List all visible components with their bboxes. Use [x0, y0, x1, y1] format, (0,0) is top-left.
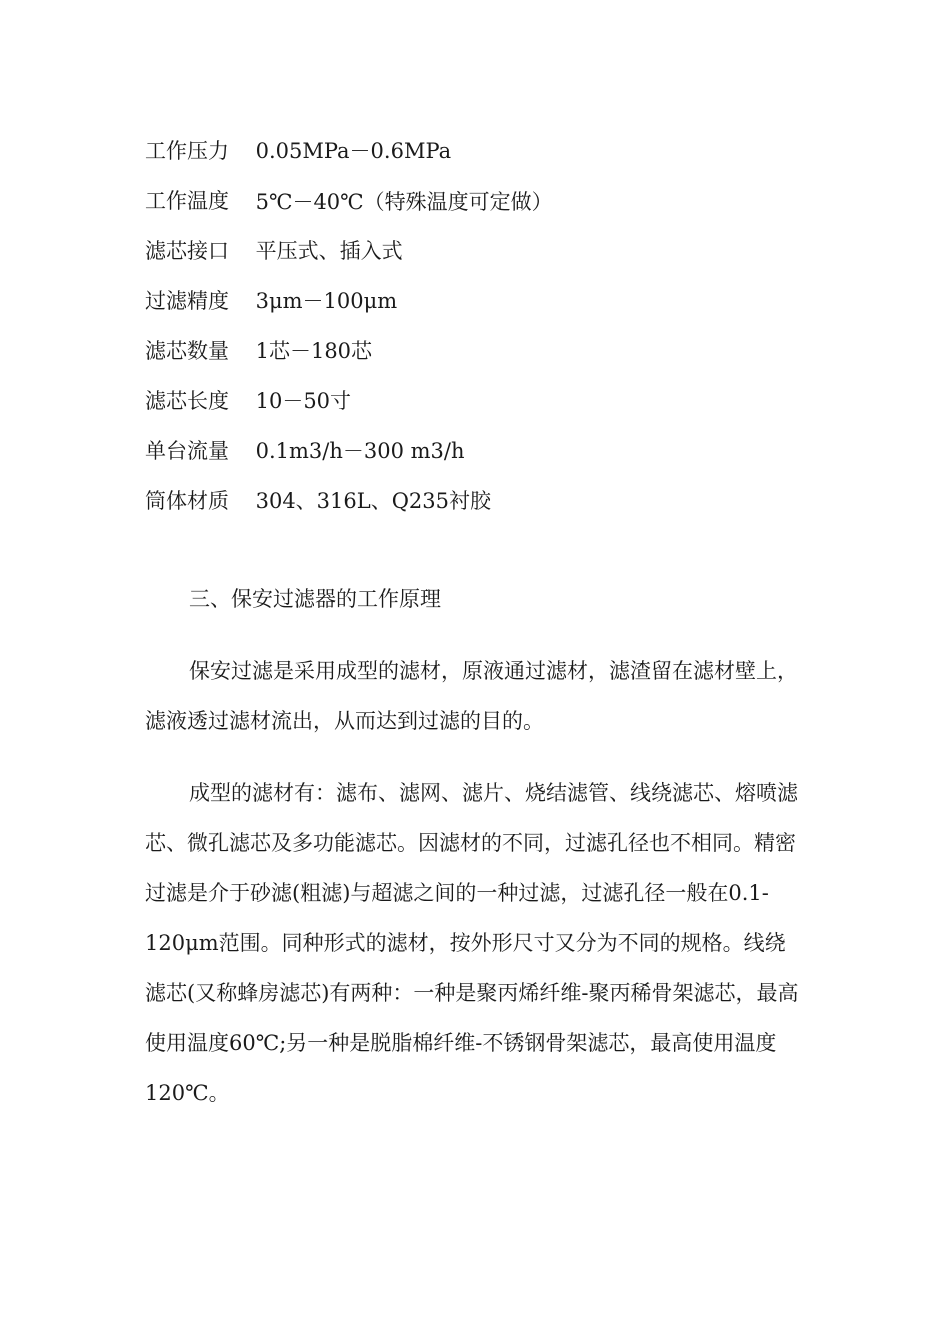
- spec-row-filtration-precision: [145, 276, 545, 326]
- section-heading: 三、保安过滤器的工作原理: [189, 587, 441, 611]
- paragraph-filter-media: 成型的滤材有：滤布、滤网、滤片、烧结滤管、线绕滤芯、熔喷滤芯、微孔滤芯及多功能滤芯。因滤材的不同，过滤孔径也不相同。精密过滤是介于砂滤(粗滤)与超滤之间的一种过滤，过滤孔径一般在0.1-120μm范围。同种形式的滤材，按外形尺寸又分为不同的规格。线绕滤芯(又称蜂房滤芯)有两种：一种是聚丙烯纤维-聚丙稀骨架滤芯，最高使用温度60℃;另一种是脱脂棉纤维-不锈钢骨架滤芯，最高使用温度120℃。: [145, 781, 799, 1105]
- spec-row-housing-material: [145, 476, 545, 526]
- spec-value: 0.1m3/h－300 m3/h: [255, 439, 465, 463]
- spec-label: 滤芯长度: [145, 389, 229, 413]
- spec-value: 10－50寸: [255, 389, 352, 413]
- spec-label: 单台流量: [145, 439, 229, 463]
- spec-value: 3μm－100μm: [255, 289, 398, 313]
- spec-row-unit-flow: [145, 426, 545, 476]
- spec-label: 滤芯接口: [145, 239, 229, 263]
- spec-value: 5℃－40℃（特殊温度可定做）: [255, 189, 553, 214]
- paragraph-principle: 保安过滤是采用成型的滤材，原液通过滤材，滤渣留在滤材壁上，滤液透过滤材流出，从而达到过滤的目的。: [145, 659, 798, 733]
- spec-row-cartridge-interface: [145, 226, 545, 276]
- spec-row-working-temperature: [145, 176, 545, 226]
- spec-value: 平压式、插入式: [255, 239, 403, 263]
- spec-value: 0.05MPa－0.6MPa: [255, 139, 452, 163]
- spec-row-cartridge-length: [145, 376, 545, 426]
- spec-label: 过滤精度: [145, 289, 229, 313]
- spec-value: 1芯－180芯: [255, 339, 373, 363]
- spec-label: 工作温度: [145, 189, 229, 213]
- spec-label: 滤芯数量: [145, 339, 229, 363]
- spec-value: 304、316L、Q235衬胶: [255, 489, 492, 513]
- spec-label: 筒体材质: [145, 489, 229, 513]
- spec-label: 工作压力: [145, 139, 229, 163]
- spec-table: [145, 126, 553, 526]
- spec-row-working-pressure: [145, 126, 545, 176]
- spec-row-cartridge-count: [145, 326, 545, 376]
